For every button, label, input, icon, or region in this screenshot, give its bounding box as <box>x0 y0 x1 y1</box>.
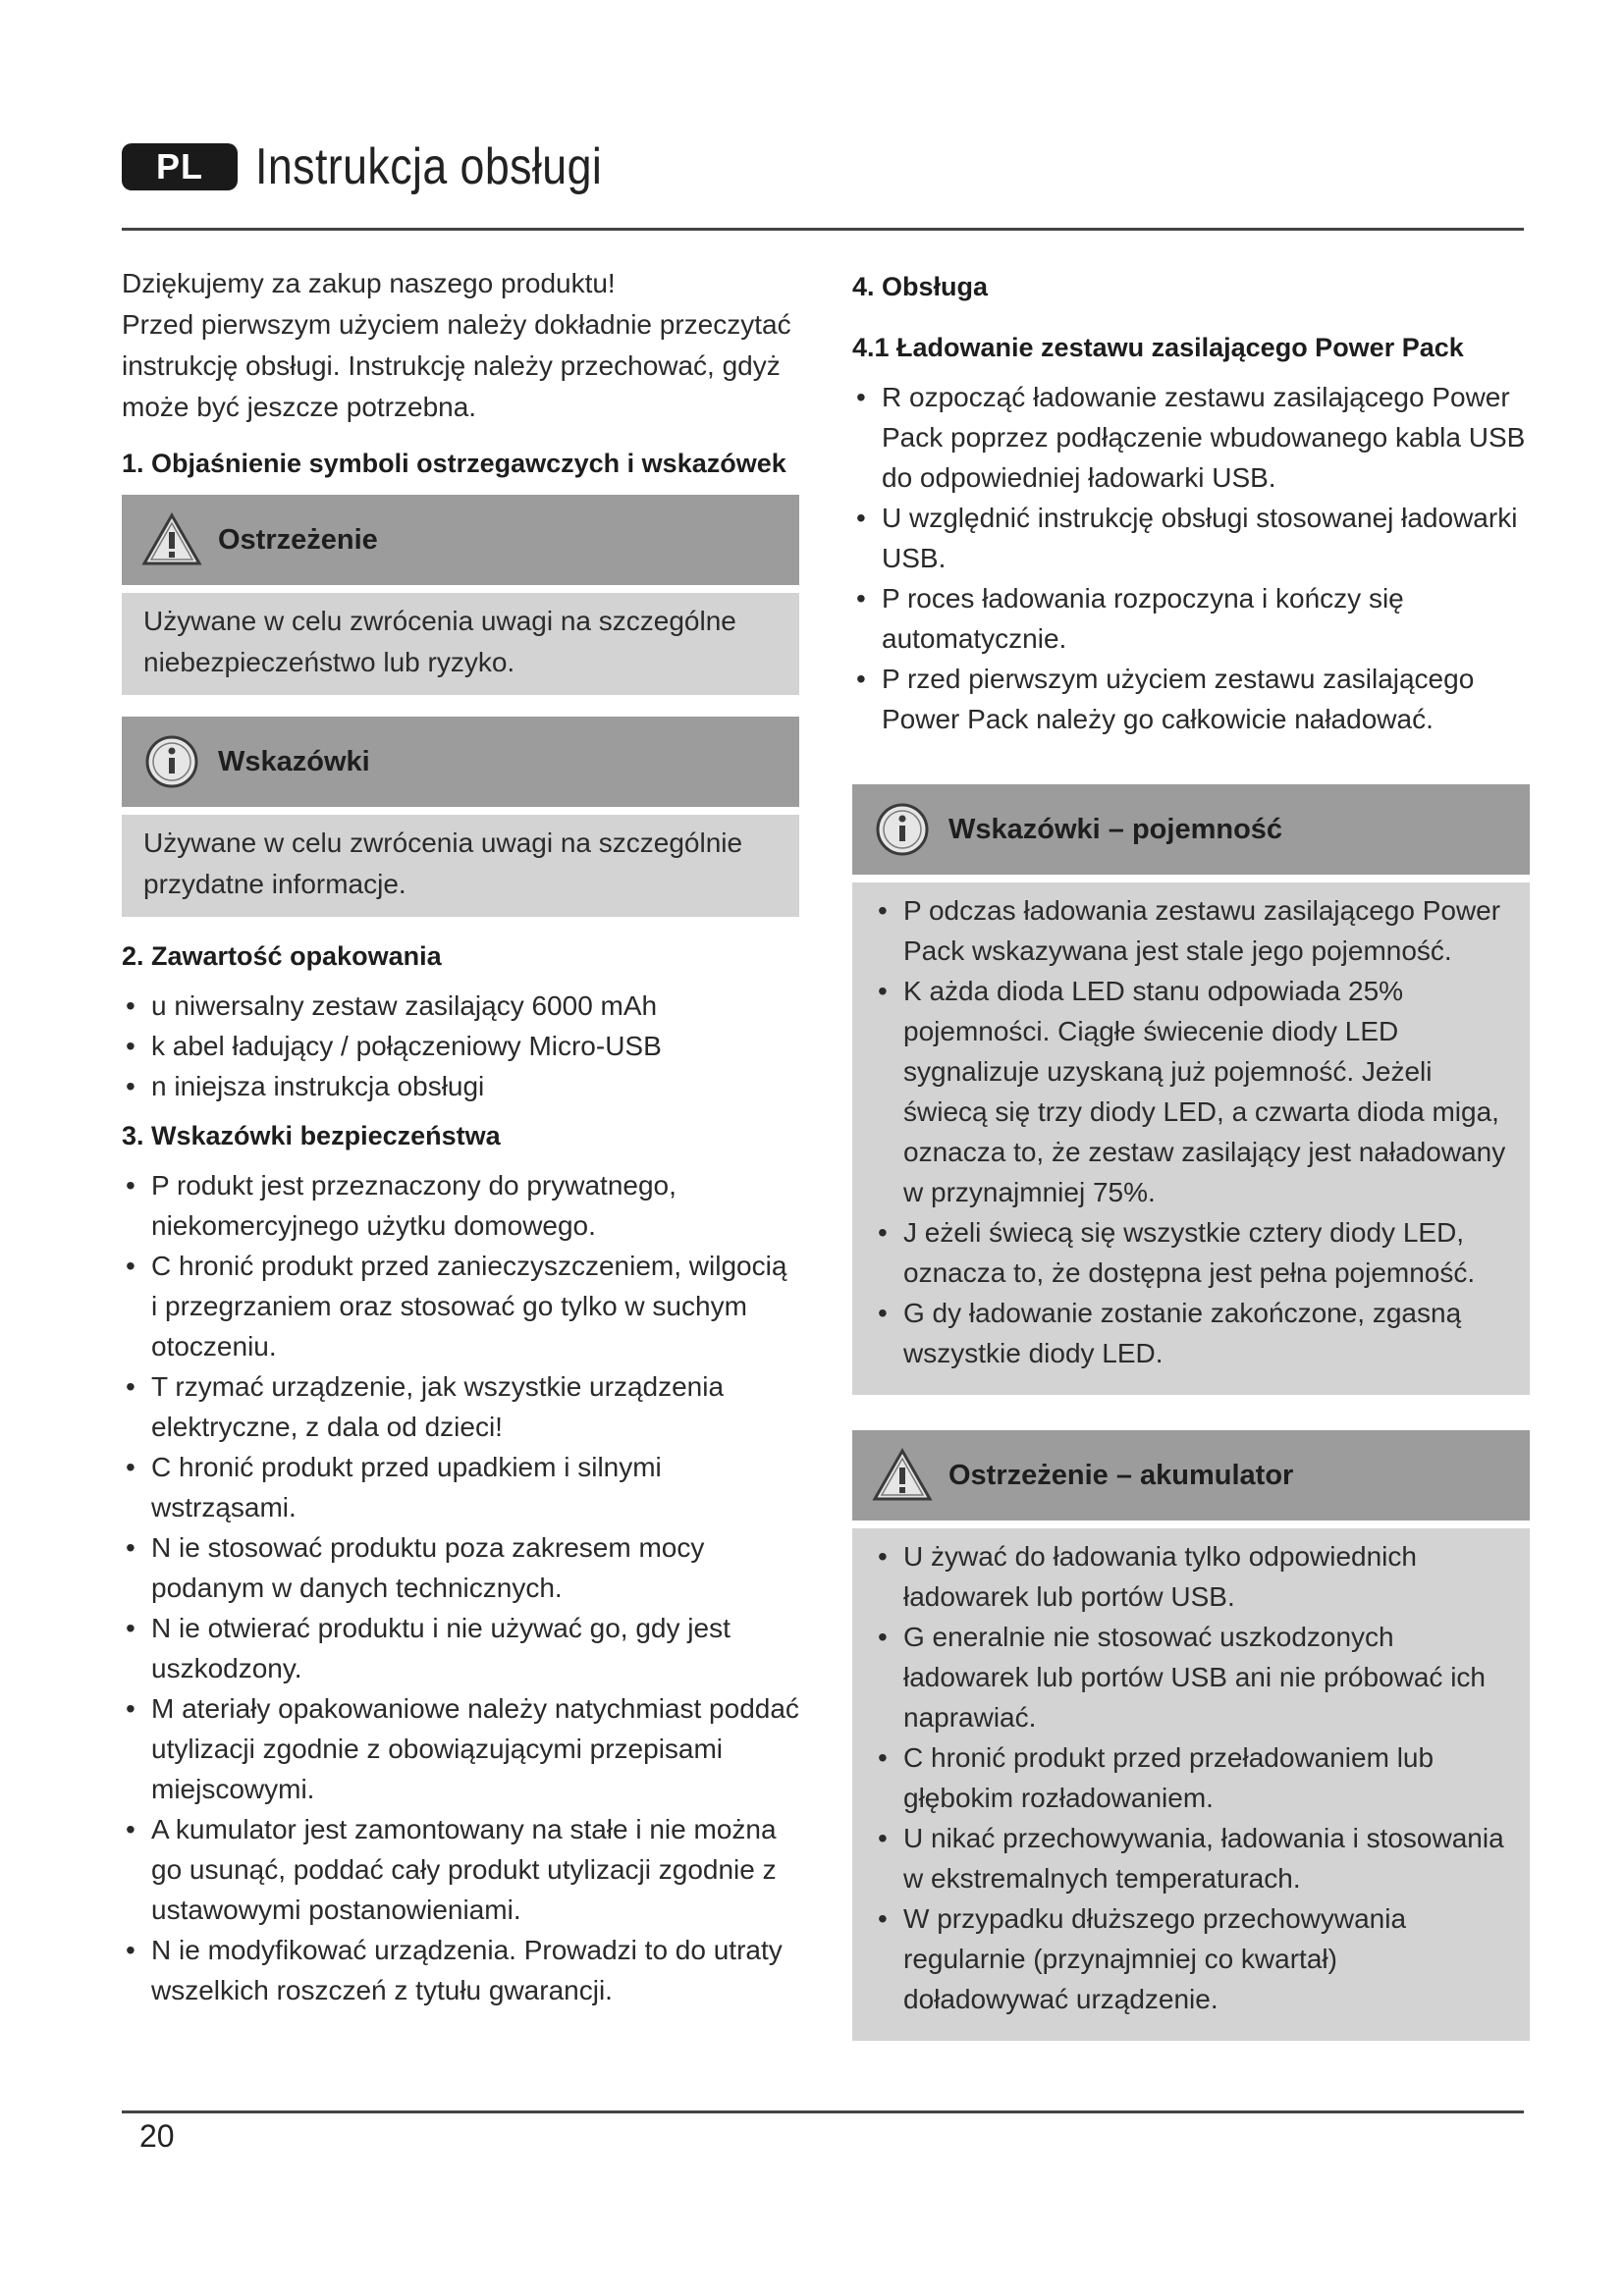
list-item: • A kumulator jest zamontowany na stałe i nie można go usunąć, poddać cały produkt utylizacji zgodnie z ustawowymi postanowieniami. <box>122 1809 799 1930</box>
list-item: • N ie otwierać produktu i nie używać go, gdy jest uszkodzony. <box>122 1608 799 1688</box>
list-item: • P rodukt jest przeznaczony do prywatnego, niekomercyjnego użytku domowego. <box>122 1165 799 1246</box>
language-badge: PL <box>122 143 238 190</box>
list-item: • G dy ładowanie zostanie zakończone, zgasną wszystkie diody LED. <box>874 1293 1508 1373</box>
list-item: • G eneralnie nie stosować uszkodzonych ładowarek lub portów USB ani nie próbować ich naprawiać. <box>874 1617 1508 1737</box>
list-item: • P roces ładowania rozpoczyna i kończy się automatycznie. <box>852 578 1530 659</box>
list-item: • C hronić produkt przed upadkiem i silnymi wstrząsami. <box>122 1447 799 1527</box>
list-item: • J eżeli świecą się wszystkie cztery diody LED, oznacza to, że dostępna jest pełna pojemność. <box>874 1212 1508 1293</box>
list-item: • U żywać do ładowania tylko odpowiednich ładowarek lub portów USB. <box>874 1536 1508 1617</box>
list-item: • u niwersalny zestaw zasilający 6000 mAh <box>122 986 799 1026</box>
right-column <box>852 263 1530 2062</box>
list-item: • n iniejsza instrukcja obsługi <box>122 1066 799 1106</box>
list-item: • P rzed pierwszym użyciem zestawu zasilającego Power Pack należy go całkowicie naładować. <box>852 659 1530 739</box>
capacity-hints-list <box>874 890 1508 1373</box>
list-item: • N ie stosować produktu poza zakresem mocy podanym w danych technicznych. <box>122 1527 799 1608</box>
list-item: • C hronić produkt przed zanieczyszczeniem, wilgocią i przegrzaniem oraz stosować go tylko w suchym otoczeniu. <box>122 1246 799 1366</box>
hints-notice <box>122 717 799 917</box>
battery-warning-title: Ostrzeżenie – akumulator <box>948 1459 1294 1491</box>
info-circle-icon <box>872 802 933 857</box>
capacity-hints-header <box>852 784 1530 875</box>
package-contents-list <box>122 986 799 1106</box>
section-4-1-heading: 4.1 Ładowanie zestawu zasilającego Power Pack <box>852 333 1464 362</box>
page-header <box>122 137 659 196</box>
capacity-hints-notice <box>852 784 1530 1395</box>
charging-list <box>852 377 1530 739</box>
hints-notice-text: Używane w celu zwrócenia uwagi na szczególnie przydatne informacje. <box>143 828 743 899</box>
capacity-hints-body <box>852 882 1530 1395</box>
list-item: • W przypadku dłuższego przechowywania regularnie (przynajmniej co kwartał) doładowywać urządzenie. <box>874 1898 1508 2019</box>
intro-thanks: Dziękujemy za zakup naszego produktu! <box>122 268 616 298</box>
intro-text: Przed pierwszym użyciem należy dokładnie przeczytać instrukcję obsługi. Instrukcję należy przechować, gdyż może być jeszcze potrzebna. <box>122 309 791 422</box>
footer-divider <box>122 2110 1524 2113</box>
info-circle-icon <box>141 734 202 789</box>
list-item: • R ozpocząć ładowanie zestawu zasilającego Power Pack poprzez podłączenie wbudowanego kabla USB do odpowiedniej ładowarki USB. <box>852 377 1530 498</box>
warning-notice <box>122 495 799 695</box>
warning-notice-text: Używane w celu zwrócenia uwagi na szczególne niebezpieczeństwo lub ryzyko. <box>143 606 736 677</box>
warning-notice-body <box>122 593 799 695</box>
hints-notice-title: Wskazówki <box>218 745 370 777</box>
battery-warning-body <box>852 1528 1530 2041</box>
page-number: 20 <box>139 2118 175 2154</box>
section-2-heading: 2. Zawartość opakowania <box>122 941 442 971</box>
list-item: • C hronić produkt przed przeładowaniem lub głębokim rozładowaniem. <box>874 1737 1508 1818</box>
list-item: • U nikać przechowywania, ładowania i stosowania w ekstremalnych temperaturach. <box>874 1818 1508 1898</box>
list-item: • M ateriały opakowaniowe należy natychmiast poddać utylizacji zgodnie z obowiązującymi przepisami miejscowymi. <box>122 1688 799 1809</box>
battery-warning-notice <box>852 1430 1530 2041</box>
battery-warning-header <box>852 1430 1530 1521</box>
section-3-heading: 3. Wskazówki bezpieczeństwa <box>122 1121 501 1150</box>
list-item: • T rzymać urządzenie, jak wszystkie urządzenia elektryczne, z dala od dzieci! <box>122 1366 799 1447</box>
capacity-hints-title: Wskazówki – pojemność <box>948 813 1283 845</box>
list-item: • K ażda dioda LED stanu odpowiada 25% pojemności. Ciągłe świecenie diody LED sygnalizuje uzyskaną już pojemność. Jeżeli świecą się trzy diody LED, a czwarta dioda miga, oznacza to, że zestaw zasilający jest naładowany w przynajmniej 75%. <box>874 971 1508 1212</box>
list-item: • U względnić instrukcję obsługi stosowanej ładowarki USB. <box>852 498 1530 578</box>
safety-list <box>122 1165 799 2010</box>
list-item: • k abel ładujący / połączeniowy Micro-USB <box>122 1026 799 1066</box>
page-title: Instrukcja obsługi <box>255 138 603 195</box>
hints-notice-header <box>122 717 799 807</box>
warning-triangle-icon <box>872 1448 933 1503</box>
warning-triangle-icon <box>141 512 202 567</box>
warning-notice-header <box>122 495 799 585</box>
header-divider <box>122 228 1524 231</box>
list-item: • P odczas ładowania zestawu zasilającego Power Pack wskazywana jest stale jego pojemność. <box>874 890 1508 971</box>
warning-notice-title: Ostrzeżenie <box>218 523 378 556</box>
list-item: • N ie modyfikować urządzenia. Prowadzi to do utraty wszelkich roszczeń z tytułu gwarancji. <box>122 1930 799 2010</box>
hints-notice-body <box>122 815 799 917</box>
left-column <box>122 263 799 2020</box>
section-4-heading: 4. Obsługa <box>852 272 989 301</box>
section-1-heading: 1. Objaśnienie symboli ostrzegawczych i wskazówek <box>122 449 786 478</box>
battery-warning-list <box>874 1536 1508 2019</box>
